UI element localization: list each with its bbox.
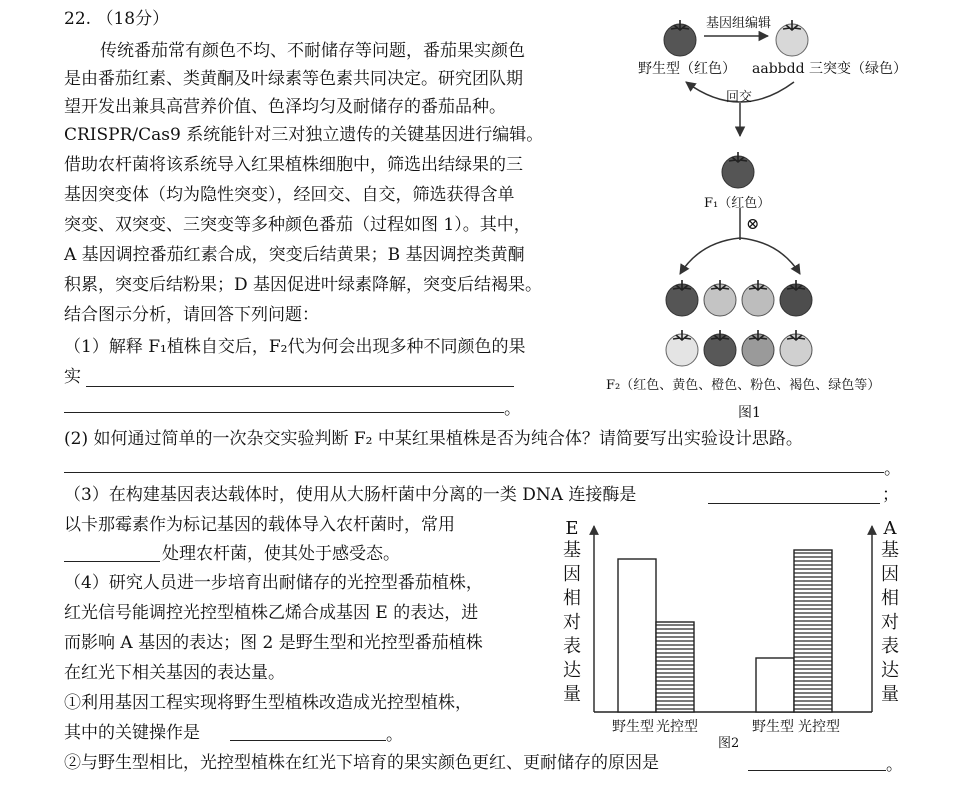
q4-1-period: 。 (386, 725, 403, 745)
q4-line: ①利用基因工程实现将野生型植株改造成光控型植株， (64, 693, 472, 713)
q1-text-cont: 实 (64, 367, 81, 387)
intro-line: 是由番茄红素、类黄酮及叶绿素等色素共同决定。研究团队期 (64, 69, 523, 89)
category-label-light-a: 光控型 (798, 719, 840, 735)
intro-line: 传统番茄常有颜色不均、不耐储存等问题，番茄果实颜色 (100, 41, 525, 61)
f2-tomato-icon (742, 330, 774, 366)
f2-tomato-icon (742, 280, 774, 316)
category-label-wild-e: 野生型 (612, 719, 654, 735)
q4-line: 红光信号能调控光控型植株乙烯合成基因 E 的表达，进 (64, 603, 479, 623)
axis-char: 量 (563, 684, 581, 705)
figure-2-chart (594, 526, 872, 712)
f1-tomato-icon (722, 152, 754, 188)
intro-line: 借助农杆菌将该系统导入红果植株细胞中，筛选出结绿果的三 (64, 155, 523, 175)
intro-line: 基因突变体（均为隐性突变），经回交、自交，筛选获得含单 (64, 185, 515, 205)
axis-char: 达 (563, 660, 581, 681)
gene-edit-label: 基因组编辑 (706, 16, 772, 31)
axis-char: E (565, 518, 579, 539)
backcross-label: 回交 (726, 90, 753, 105)
q4-2-period: 。 (886, 755, 903, 775)
f2-tomato-icon (666, 330, 698, 366)
q2-period: 。 (884, 459, 901, 479)
q3-text: （3）在构建基因表达载体时，使用从大肠杆菌中分离的一类 DNA 连接酶是 (64, 485, 637, 505)
q3-text-c: 处理农杆菌，使其处于感受态。 (162, 544, 400, 564)
mutant-label: aabbdd 三突变（绿色） (752, 61, 907, 77)
axis-char: 对 (881, 612, 899, 633)
axis-char: 基 (563, 540, 581, 561)
axis-char: 相 (563, 588, 581, 609)
q3-semicolon: ； (882, 485, 899, 505)
bar-A-wild-type (756, 658, 794, 712)
branch-arrow-left (680, 238, 740, 274)
q4-2-text: ②与野生型相比，光控型植株在红光下培育的果实颜色更红、更耐储存的原因是 (64, 753, 659, 773)
q1-period: 。 (504, 399, 521, 419)
axis-char: 因 (881, 564, 899, 585)
mutant-tomato-icon (776, 20, 808, 56)
axis-char: 达 (881, 660, 899, 681)
q2-text: (2) 如何通过简单的一次杂交实验判断 F₂ 中某红果植株是否为纯合体？请简要写出实验设计思路。 (64, 429, 803, 449)
figure-2-caption: 图2 (718, 736, 740, 751)
q4-line: （4）研究人员进一步培育出耐储存的光控型番茄植株， (64, 573, 483, 593)
axis-char: 因 (563, 564, 581, 585)
category-label-wild-a: 野生型 (752, 719, 794, 735)
question-score: （18分） (96, 9, 170, 29)
axis-char: 对 (563, 612, 581, 633)
intro-line: 积累，突变后结粉果；D 基因促进叶绿素降解，突变后结褐果。 (64, 275, 543, 295)
intro-line: CRISPR/Cas9 系统能针对三对独立遗传的关键基因进行编辑。 (64, 125, 544, 145)
q4-line: 在红光下相关基因的表达量。 (64, 663, 285, 683)
f2-label: F₂（红色、黄色、橙色、粉色、褐色、绿色等） (606, 378, 881, 393)
q3-text-b: 以卡那霉素作为标记基因的载体导入农杆菌时，常用 (64, 515, 455, 535)
f1-label: F₁（红色） (704, 196, 771, 211)
bar-E-wild-type (618, 559, 656, 712)
q1-text: （1）解释 F₁植株自交后，F₂代为何会出现多种不同颜色的果 (64, 337, 526, 357)
figure-1-caption: 图1 (738, 405, 761, 421)
question-number: 22. (64, 9, 92, 29)
bar-E-light-controlled (656, 622, 694, 712)
intro-line: 望开发出兼具高营养价值、色泽均匀及耐储存的番茄品种。 (64, 97, 506, 117)
intro-line: A 基因调控番茄红素合成，突变后结黄果；B 基因调控类黄酮 (64, 245, 525, 265)
intro-line: 突变、双突变、三突变等多种颜色番茄（过程如图 1）。其中， (64, 215, 531, 235)
category-label-light-e: 光控型 (656, 719, 698, 735)
q4-1-text: 其中的关键操作是 (64, 723, 200, 743)
axis-char: 量 (881, 684, 899, 705)
wild-type-label: 野生型（红色） (638, 61, 736, 77)
axis-char: 基 (881, 540, 899, 561)
axis-char: 表 (881, 636, 899, 657)
axis-char: 相 (881, 588, 899, 609)
wild-type-tomato-icon (664, 20, 696, 56)
self-cross-symbol: ⊗ (746, 214, 760, 233)
f2-tomato-icon (704, 330, 736, 366)
bar-A-light-controlled (794, 550, 832, 712)
axis-char: 表 (563, 636, 581, 657)
q4-line: 而影响 A 基因的表达；图 2 是野生型和光控型番茄植株 (64, 633, 483, 653)
branch-arrow-right (740, 238, 800, 274)
intro-line: 结合图示分析，请回答下列问题： (64, 305, 319, 325)
axis-char: A (883, 518, 897, 539)
f2-tomato-icon (666, 280, 698, 316)
f2-tomato-icon (780, 330, 812, 366)
f2-tomato-icon (780, 280, 812, 316)
f2-tomato-icon (704, 280, 736, 316)
